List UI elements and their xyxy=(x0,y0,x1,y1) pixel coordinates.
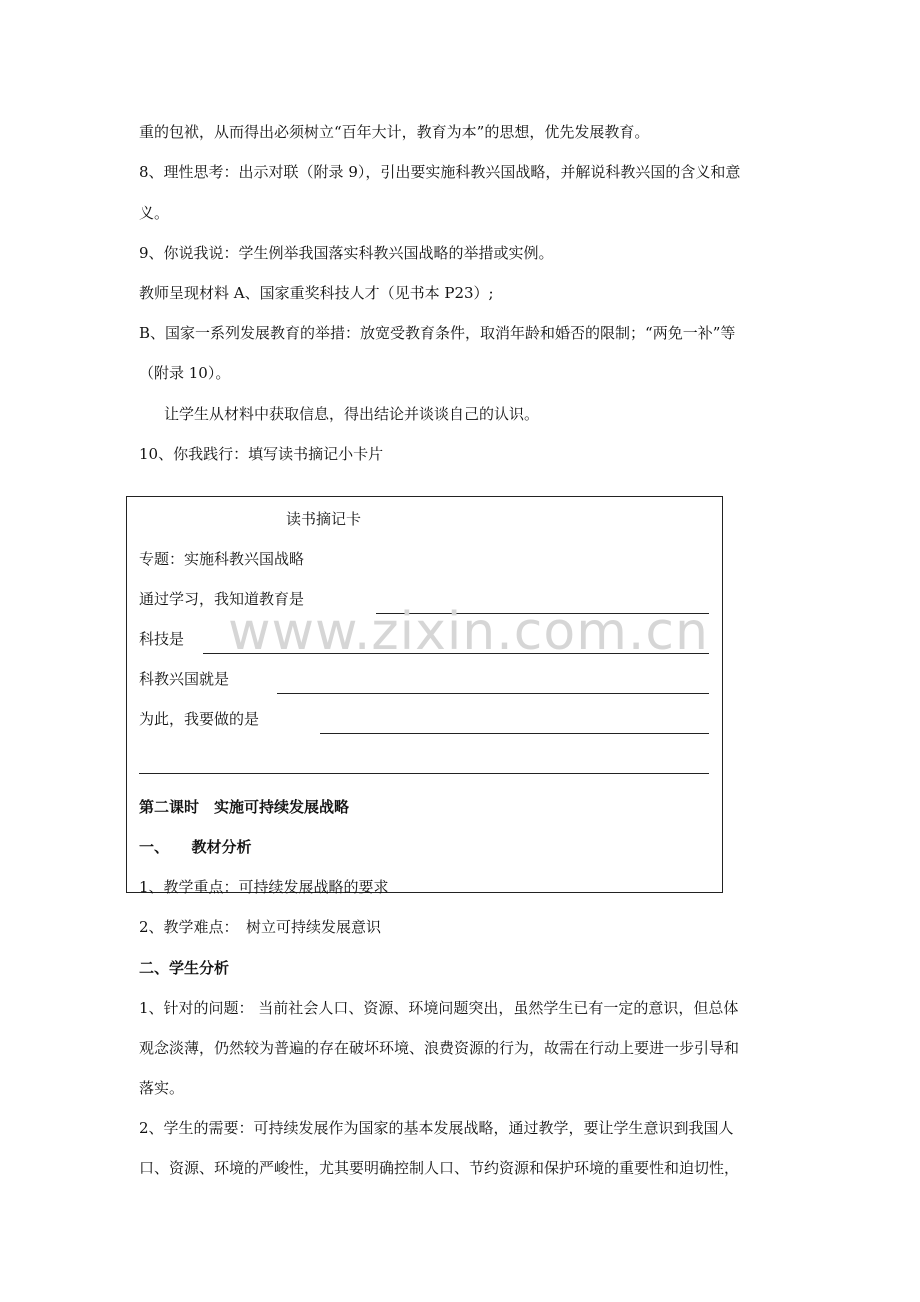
paragraph: 重的包袱，从而得出必须树立“百年大计，教育为本”的思想，优先发展教育。 xyxy=(139,123,650,141)
paragraph: 落实。 xyxy=(139,1079,185,1097)
lesson-heading: 第二课时 实施可持续发展战略 xyxy=(139,798,350,816)
section-heading: 二、学生分析 xyxy=(139,959,230,977)
paragraph: 9、你说我说：学生例举我国落实科教兴国战略的举措或实例。 xyxy=(139,244,554,262)
paragraph: 10、你我践行：填写读书摘记小卡片 xyxy=(139,445,384,463)
paragraph: 让学生从材料中获取信息，得出结论并谈谈自己的认识。 xyxy=(164,405,540,423)
card-prompt-strategy: 科教兴国就是 xyxy=(139,670,230,688)
paragraph: （附录 10）。 xyxy=(139,364,231,382)
card-title: 读书摘记卡 xyxy=(286,510,362,528)
card-prompt-education: 通过学习，我知道教育是 xyxy=(139,590,305,608)
paragraph: 口、资源、环境的严峻性，尤其要明确控制人口、节约资源和保护环境的重要性和迫切性， xyxy=(139,1159,740,1177)
card-prompt-technology: 科技是 xyxy=(139,630,185,648)
answer-blank-technology[interactable] xyxy=(203,653,709,654)
paragraph: 义。 xyxy=(139,204,170,222)
answer-blank-strategy[interactable] xyxy=(277,693,709,694)
paragraph: 1、教学重点：可持续发展战略的要求 xyxy=(139,878,389,896)
answer-blank-education[interactable] xyxy=(376,613,709,614)
card-topic: 专题：实施科教兴国战略 xyxy=(139,550,305,568)
watermark: www.zixin.com.cn xyxy=(228,602,709,662)
card-prompt-action: 为此，我要做的是 xyxy=(139,710,260,728)
paragraph: 2、学生的需要：可持续发展作为国家的基本发展战略，通过教学，要让学生意识到我国人 xyxy=(139,1119,734,1137)
answer-blank-action[interactable] xyxy=(320,733,709,734)
paragraph: 2、教学难点： 树立可持续发展意识 xyxy=(139,918,382,936)
paragraph: 观念淡薄，仍然较为普遍的存在破坏环境、浪费资源的行为，故需在行动上要进一步引导和 xyxy=(139,1039,740,1057)
paragraph: 1、针对的问题： 当前社会人口、资源、环境问题突出，虽然学生已有一定的意识，但总体 xyxy=(139,999,739,1017)
section-heading: 一、 教材分析 xyxy=(139,838,252,856)
answer-blank-extra[interactable] xyxy=(139,773,709,774)
paragraph: B、国家一系列发展教育的举措：放宽受教育条件，取消年龄和婚否的限制；“两免一补”等 xyxy=(139,324,736,342)
paragraph: 教师呈现材料 A、国家重奖科技人才（见书本 P23）; xyxy=(139,284,494,302)
paragraph: 8、理性思考：出示对联（附录 9），引出要实施科教兴国战略，并解说科教兴国的含义和意 xyxy=(139,163,741,181)
